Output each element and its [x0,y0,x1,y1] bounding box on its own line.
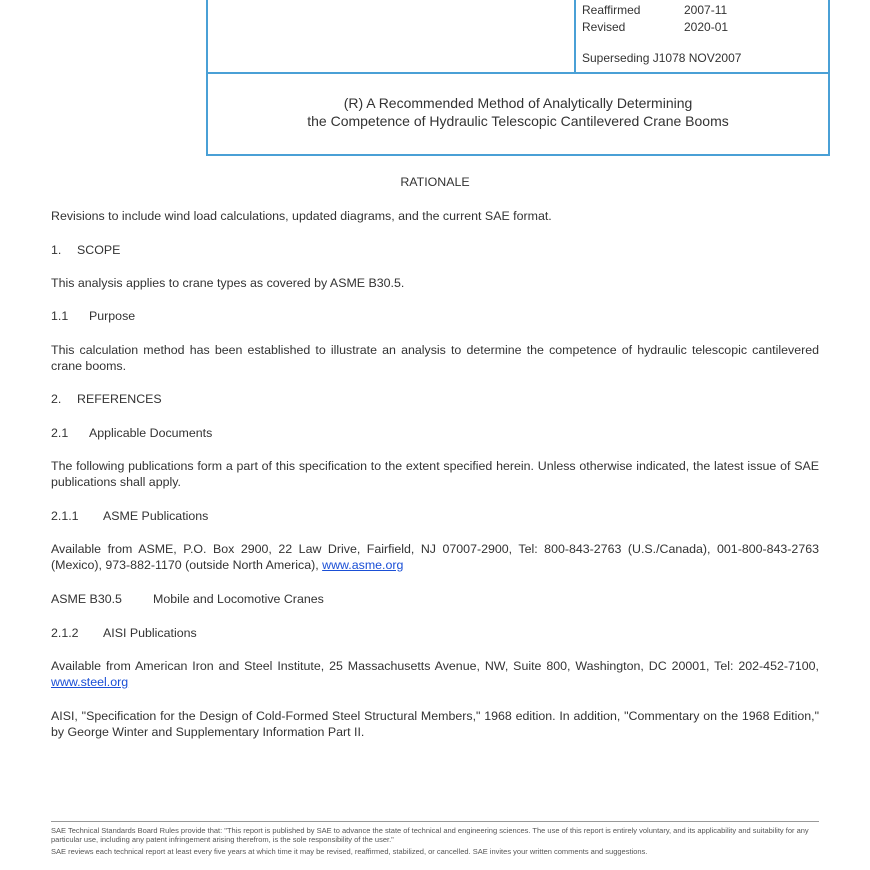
asme-availability-text: Available from ASME, P.O. Box 2900, 22 Law Drive, Fairfield, NJ 07007-2900, Tel: 800-843-2763 (U.S./Canada), 001-800-843-2763 (Mexico), 973-882-1170 (outside North America), [51,542,819,572]
aisi-website-link[interactable]: www.steel.org [51,675,129,689]
footer-line-2: SAE reviews each technical report at least every five years at which time it may be revised, reaffirmed, stabilized, or cancelled. SAE invites your written comments and suggestions. [51,847,648,856]
section-1-heading [51,242,819,258]
section-title: AISI Publications [103,626,197,640]
asme-website-link[interactable]: www.asme.org [322,558,404,572]
section-number: 2. [51,392,62,406]
title-line-2: the Competence of Hydraulic Telescopic Cantilevered Crane Booms [307,113,729,129]
section-title: Applicable Documents [89,426,213,440]
meta-row-reaffirmed [582,2,741,19]
header-box [206,0,830,156]
section-title: REFERENCES [77,392,162,406]
meta-row-revised [582,19,741,36]
section-2-1-text: The following publications form a part of this specification to the extent specified herein. Unless otherwise indicated, the latest issue of SAE publications shall apply. [51,459,819,489]
asme-reference [51,591,819,607]
section-1-1-heading [51,308,819,324]
section-title: ASME Publications [103,509,209,523]
section-2-1-heading [51,425,819,441]
revision-meta [582,2,741,67]
section-number: 1. [51,243,62,257]
section-number: 2.1.2 [51,626,79,640]
meta-label: Revised [582,20,626,34]
aisi-reference-text: AISI, "Specification for the Design of Cold-Formed Steel Structural Members," 1968 edition. In addition, "Commentary on the 1968 Edition," by George Winter and Supplementary Information Part II. [51,709,819,739]
section-1-text: This analysis applies to crane types as covered by ASME B30.5. [51,276,405,290]
section-title: SCOPE [77,243,121,257]
rationale-heading: RATIONALE [400,175,470,189]
section-2-1-2-text [51,658,819,690]
section-2-1-1-text [51,541,819,573]
section-2-heading [51,391,819,407]
aisi-availability-text: Available from American Iron and Steel Institute, 25 Massachusetts Avenue, NW, Suite 800, Washington, DC 20001, Tel: 202-452-7100, [51,659,819,673]
section-title: Purpose [89,309,136,323]
header-top-section [208,0,828,74]
meta-value: 2007-11 [684,3,728,17]
meta-value: 2020-01 [684,20,729,34]
footer-line-1: SAE Technical Standards Board Rules provide that: "This report is published by SAE to advance the state of technical and engineering sciences. The use of this report is entirely voluntary, and its applicability and suitability for any particular use, including any patent infringement arising therefrom, is the sole responsibility of the user." [51,826,809,844]
reference-code: ASME B30.5 [51,592,122,606]
reference-title: Mobile and Locomotive Cranes [153,592,324,606]
superseding-note: Superseding J1078 NOV2007 [582,51,742,65]
rationale-text: Revisions to include wind load calculations, updated diagrams, and the current SAE format. [51,209,552,223]
section-number: 2.1.1 [51,509,79,523]
section-number: 2.1 [51,426,69,440]
document-title [208,94,828,130]
footer-notice [51,821,819,859]
section-2-1-2-heading [51,625,819,641]
meta-label: Reaffirmed [582,3,641,17]
section-1-1-text: This calculation method has been established to illustrate an analysis to determine the competence of hydraulic telescopic cantilevered crane booms. [51,343,819,373]
section-number: 1.1 [51,309,69,323]
header-divider [574,0,576,72]
section-2-1-1-heading [51,508,819,524]
title-line-1: (R) A Recommended Method of Analytically Determining [343,95,693,111]
